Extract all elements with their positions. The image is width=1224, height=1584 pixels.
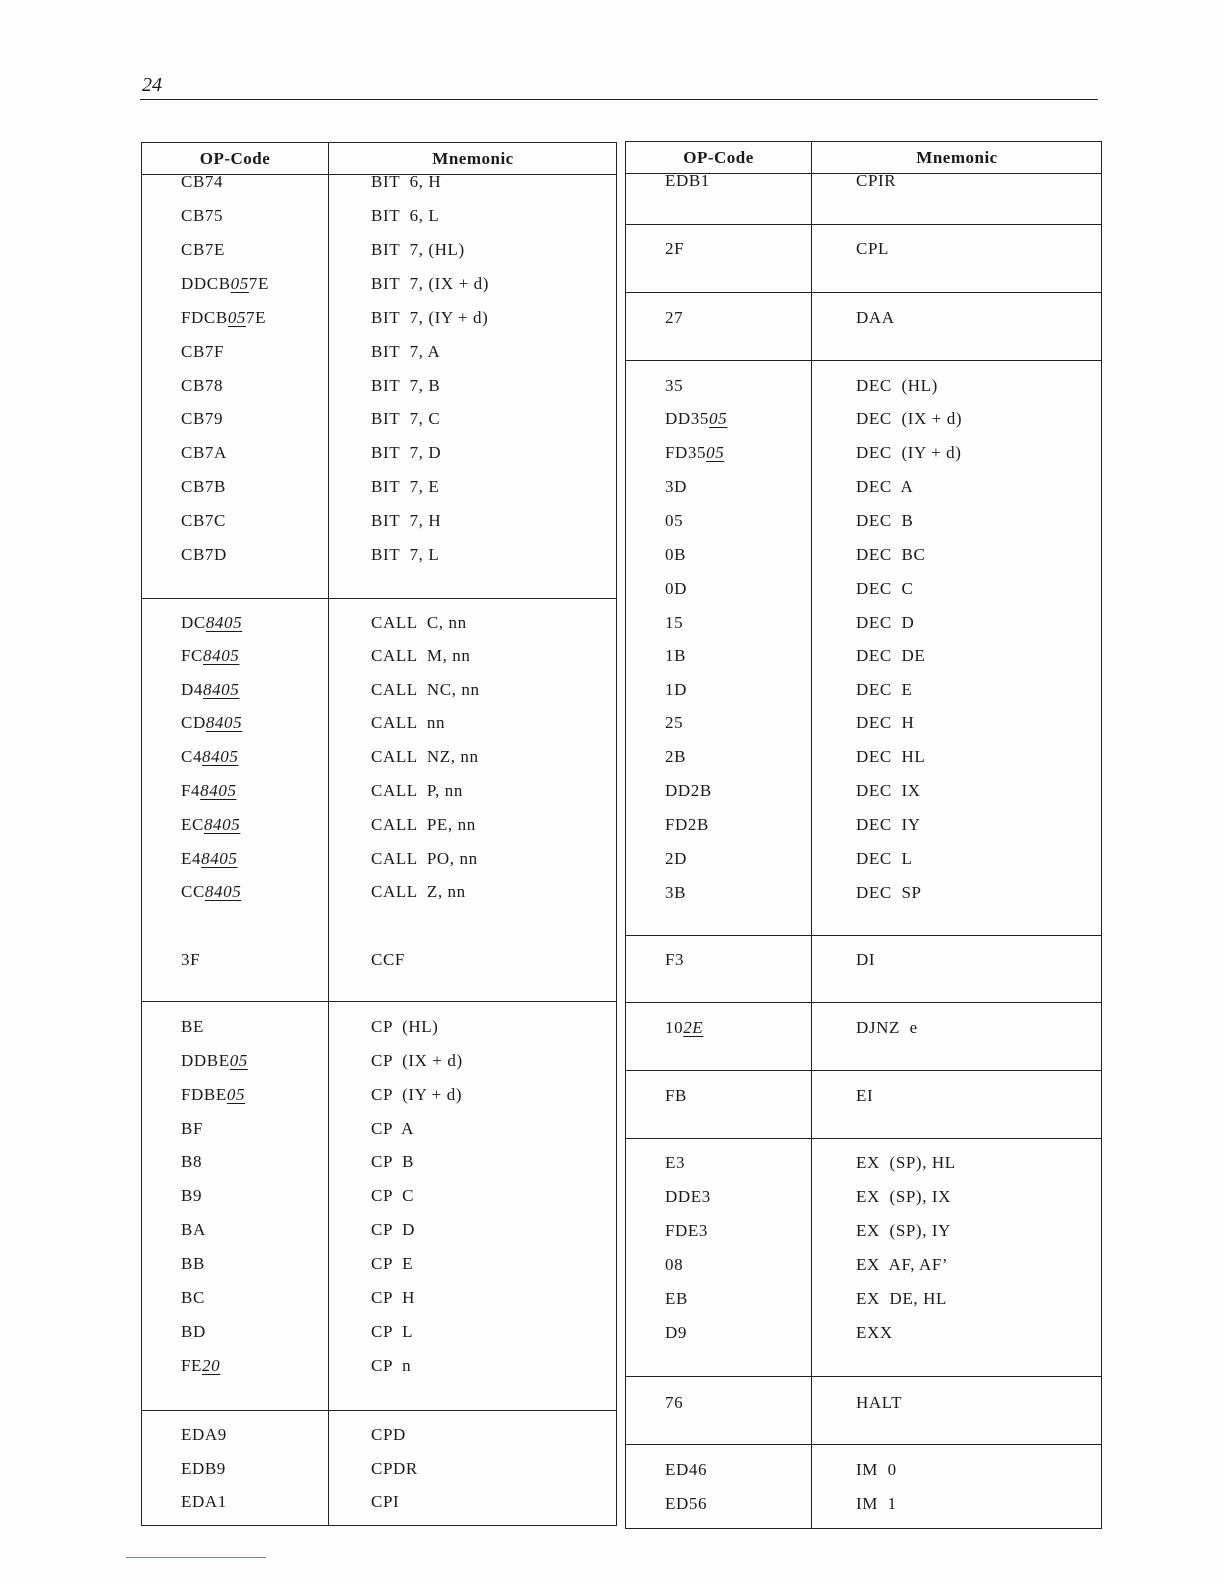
mnemonic-cell: CALL NZ, nn (371, 747, 479, 766)
mnemonic-cell: DEC C (856, 579, 914, 598)
mnemonic-cell: DEC (HL) (856, 376, 938, 395)
opcode-cell: FD2B (665, 815, 709, 834)
mnemonic-cell: DEC (IX + d) (856, 409, 963, 428)
opcode-table-left (141, 142, 617, 1526)
opcode-cell: BB (181, 1254, 205, 1273)
opcode-cell: D9 (665, 1323, 687, 1342)
mnemonic-cell: CALL PE, nn (371, 815, 476, 834)
opcode-cell: BE (181, 1017, 204, 1036)
mnemonic-cell: CPDR (371, 1459, 418, 1478)
mnemonic-cell: CP (IX + d) (371, 1051, 463, 1070)
opcode-cell: DD3505 (665, 409, 728, 428)
mnemonic-cell: CPI (371, 1492, 400, 1511)
header-rule (140, 99, 1098, 100)
opcode-cell: CB7E (181, 240, 225, 259)
mnemonic-cell: DEC SP (856, 883, 922, 902)
opcode-cell: DC8405 (181, 613, 243, 632)
opcode-cell: C48405 (181, 747, 239, 766)
group-divider (626, 224, 1101, 225)
mnemonic-cell: BIT 7, H (371, 511, 442, 530)
opcode-cell: DDE3 (665, 1187, 711, 1206)
mnemonic-cell: CALL PO, nn (371, 849, 478, 868)
group-divider (142, 598, 616, 599)
mnemonic-cell: IM 0 (856, 1460, 897, 1479)
mnemonic-cell: DEC L (856, 849, 913, 868)
mnemonic-cell: BIT 7, A (371, 342, 441, 361)
mnemonic-cell: EX (SP), IX (856, 1187, 952, 1206)
mnemonic-cell: DI (856, 950, 876, 969)
mnemonic-cell: CP L (371, 1322, 414, 1341)
group-divider (626, 1376, 1101, 1377)
column-divider (811, 142, 812, 1528)
mnemonic-cell: BIT 7, (IX + d) (371, 274, 490, 293)
mnemonic-cell: DEC BC (856, 545, 926, 564)
opcode-cell: EB (665, 1289, 688, 1308)
opcode-cell: 1B (665, 646, 687, 665)
opcode-cell: CB79 (181, 409, 224, 428)
mnemonic-cell: BIT 6, L (371, 206, 440, 225)
group-divider (626, 360, 1101, 361)
mnemonic-cell: BIT 7, B (371, 376, 441, 395)
opcode-cell: 2B (665, 747, 687, 766)
mnemonic-cell: IM 1 (856, 1494, 897, 1513)
opcode-cell: 2D (665, 849, 687, 868)
opcode-cell: 3B (665, 883, 687, 902)
opcode-cell: EDA9 (181, 1425, 227, 1444)
opcode-header: OP-Code (199, 149, 271, 168)
opcode-cell: EDA1 (181, 1492, 227, 1511)
mnemonic-cell: BIT 6, H (371, 172, 442, 191)
opcode-cell: BD (181, 1322, 206, 1341)
opcode-cell: B8 (181, 1152, 203, 1171)
opcode-cell: 1D (665, 680, 687, 699)
group-divider (626, 1138, 1101, 1139)
opcode-header: OP-Code (683, 148, 754, 167)
mnemonic-cell: CP n (371, 1356, 412, 1375)
mnemonic-cell: CP E (371, 1254, 414, 1273)
opcode-cell: F48405 (181, 781, 237, 800)
opcode-cell: CB7A (181, 443, 227, 462)
opcode-cell: E3 (665, 1153, 686, 1172)
opcode-cell: BF (181, 1119, 203, 1138)
mnemonic-cell: DEC HL (856, 747, 926, 766)
mnemonic-cell: BIT 7, C (371, 409, 441, 428)
group-divider (626, 1002, 1101, 1003)
opcode-cell: BA (181, 1220, 206, 1239)
mnemonic-cell: DJNZ e (856, 1018, 918, 1037)
mnemonic-cell: CPIR (856, 171, 897, 190)
mnemonic-cell: BIT 7, E (371, 477, 440, 496)
mnemonic-cell: EX (SP), HL (856, 1153, 956, 1172)
mnemonic-header: Mnemonic (432, 149, 514, 168)
mnemonic-cell: DEC IX (856, 781, 921, 800)
opcode-cell: ED56 (665, 1494, 708, 1513)
mnemonic-cell: CCF (371, 950, 405, 969)
opcode-cell: 15 (665, 613, 684, 632)
mnemonic-cell: DEC (IY + d) (856, 443, 962, 462)
mnemonic-cell: CPL (856, 239, 889, 258)
opcode-cell: CD8405 (181, 713, 243, 732)
mnemonic-cell: CALL C, nn (371, 613, 467, 632)
opcode-cell: CB7B (181, 477, 226, 496)
mnemonic-cell: CP H (371, 1288, 415, 1307)
opcode-cell: ED46 (665, 1460, 708, 1479)
mnemonic-cell: CP A (371, 1119, 415, 1138)
mnemonic-cell: CALL P, nn (371, 781, 463, 800)
mnemonic-cell: CALL M, nn (371, 646, 471, 665)
mnemonic-cell: DAA (856, 308, 895, 327)
mnemonic-cell: DEC D (856, 613, 915, 632)
mnemonic-cell: CP D (371, 1220, 415, 1239)
mnemonic-cell: CALL NC, nn (371, 680, 480, 699)
footer-rule (126, 1557, 266, 1558)
group-divider (626, 292, 1101, 293)
opcode-cell: FD3505 (665, 443, 725, 462)
mnemonic-cell: EX DE, HL (856, 1289, 947, 1308)
opcode-cell: FDBE05 (181, 1085, 246, 1104)
opcode-cell: FC8405 (181, 646, 240, 665)
mnemonic-cell: BIT 7, (HL) (371, 240, 465, 259)
group-divider (626, 1444, 1101, 1445)
opcode-cell: 2F (665, 239, 685, 258)
opcode-cell: CB7D (181, 545, 227, 564)
opcode-cell: E48405 (181, 849, 238, 868)
page-number: 24 (142, 74, 162, 96)
opcode-cell: DDCB057E (181, 274, 269, 293)
mnemonic-cell: DEC DE (856, 646, 926, 665)
mnemonic-cell: CP (IY + d) (371, 1085, 463, 1104)
opcode-cell: 0B (665, 545, 687, 564)
opcode-cell: 35 (665, 376, 684, 395)
opcode-cell: FE20 (181, 1356, 221, 1375)
mnemonic-cell: BIT 7, L (371, 545, 440, 564)
opcode-cell: CB7C (181, 511, 226, 530)
group-divider (142, 1001, 616, 1002)
group-divider (626, 1070, 1101, 1071)
mnemonic-cell: DEC IY (856, 815, 921, 834)
mnemonic-cell: BIT 7, (IY + d) (371, 308, 489, 327)
opcode-cell: 76 (665, 1393, 684, 1412)
mnemonic-cell: CP C (371, 1186, 415, 1205)
mnemonic-cell: CP B (371, 1152, 415, 1171)
mnemonic-cell: EI (856, 1086, 874, 1105)
opcode-cell: CC8405 (181, 882, 242, 901)
group-divider (626, 935, 1101, 936)
mnemonic-cell: CALL Z, nn (371, 882, 466, 901)
opcode-cell: 27 (665, 308, 684, 327)
mnemonic-cell: DEC E (856, 680, 913, 699)
opcode-cell: CB7F (181, 342, 225, 361)
opcode-cell: DDBE05 (181, 1051, 248, 1070)
mnemonic-cell: CPD (371, 1425, 406, 1444)
opcode-cell: 0D (665, 579, 687, 598)
opcode-cell: F3 (665, 950, 685, 969)
opcode-cell: 3F (181, 950, 201, 969)
mnemonic-cell: DEC H (856, 713, 915, 732)
mnemonic-cell: CP (HL) (371, 1017, 439, 1036)
mnemonic-cell: DEC A (856, 477, 914, 496)
opcode-cell: BC (181, 1288, 205, 1307)
opcode-cell: EDB1 (665, 171, 710, 190)
mnemonic-cell: EXX (856, 1323, 893, 1342)
opcode-table-right (625, 141, 1102, 1529)
group-divider (142, 1410, 616, 1411)
mnemonic-cell: EX (SP), IY (856, 1221, 952, 1240)
column-divider (328, 143, 329, 1525)
mnemonic-cell: DEC B (856, 511, 914, 530)
opcode-cell: CB74 (181, 172, 224, 191)
mnemonic-header: Mnemonic (916, 148, 998, 167)
opcode-cell: FDE3 (665, 1221, 709, 1240)
opcode-cell: 3D (665, 477, 687, 496)
opcode-cell: 102E (665, 1018, 704, 1037)
opcode-cell: 08 (665, 1255, 684, 1274)
opcode-cell: DD2B (665, 781, 712, 800)
opcode-cell: B9 (181, 1186, 203, 1205)
opcode-cell: EC8405 (181, 815, 241, 834)
opcode-cell: D48405 (181, 680, 240, 699)
mnemonic-cell: HALT (856, 1393, 903, 1412)
opcode-cell: FDCB057E (181, 308, 267, 327)
mnemonic-cell: BIT 7, D (371, 443, 442, 462)
opcode-cell: EDB9 (181, 1459, 226, 1478)
mnemonic-cell: CALL nn (371, 713, 446, 732)
mnemonic-cell: EX AF, AF’ (856, 1255, 949, 1274)
opcode-cell: 25 (665, 713, 684, 732)
opcode-cell: 05 (665, 511, 684, 530)
opcode-cell: CB75 (181, 206, 224, 225)
opcode-cell: FB (665, 1086, 687, 1105)
opcode-cell: CB78 (181, 376, 224, 395)
